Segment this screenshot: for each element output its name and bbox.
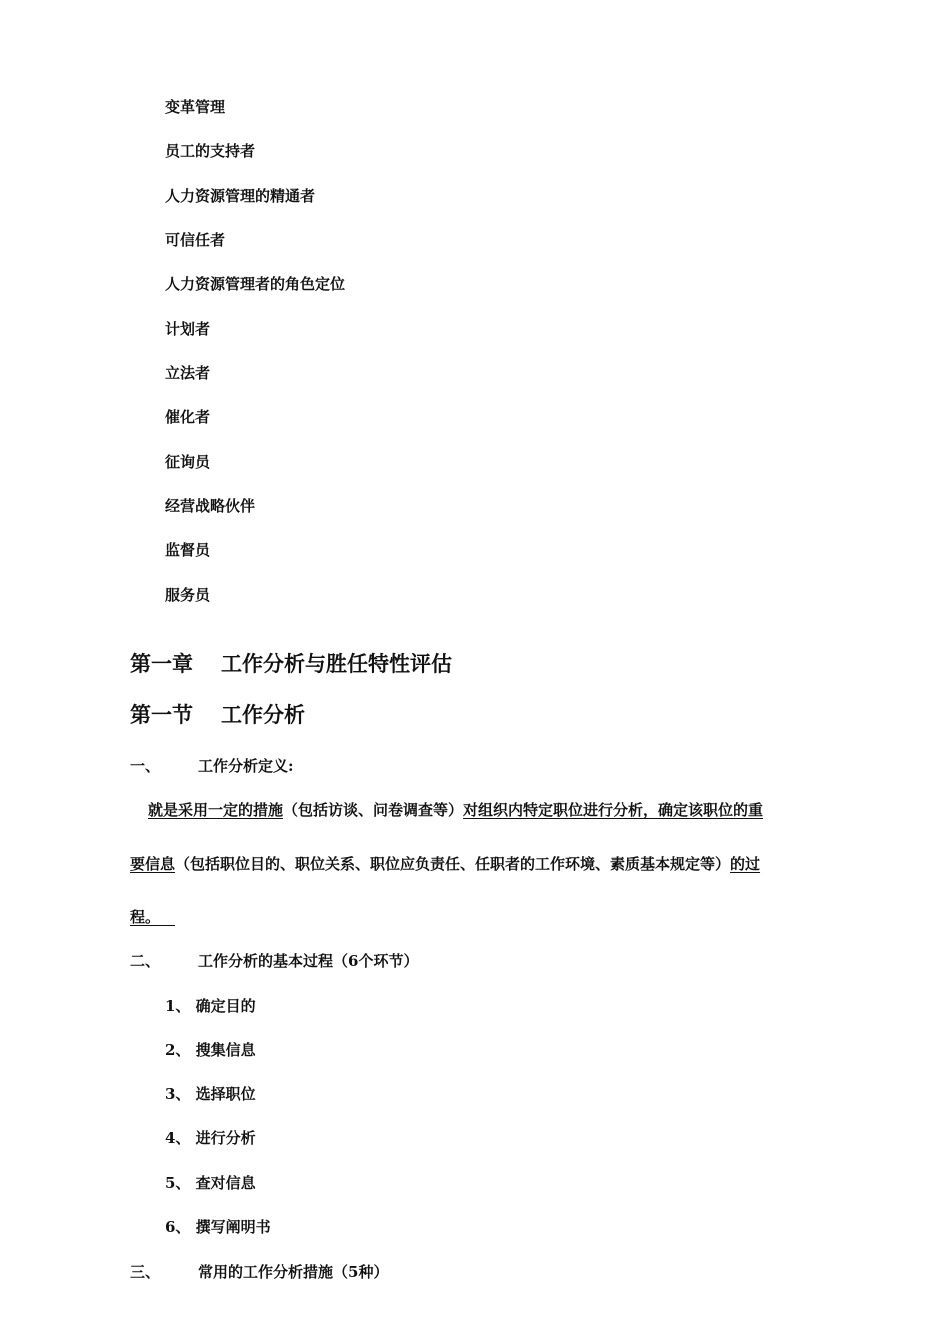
part-number: 三、 — [130, 1263, 161, 1281]
definition-line — [130, 854, 850, 874]
chapter-heading — [130, 650, 452, 678]
role-item: 计划者 — [165, 320, 211, 338]
process-step: 4、 进行分析 — [165, 1129, 256, 1147]
role-item: 人力资源管理的精通者 — [165, 187, 316, 205]
role-item: 征询员 — [165, 453, 211, 471]
definition-underlined: 程。 — [130, 908, 161, 926]
definition-plain: （包括职位目的、职位关系、职位应负责任、任职者的工作环境、素质基本规定等） — [175, 855, 731, 873]
definition-underlined: 要信息 — [130, 855, 176, 873]
role-item: 可信任者 — [165, 231, 226, 249]
part-title: 工作分析定义: — [198, 757, 294, 775]
process-step: 2、 搜集信息 — [165, 1041, 256, 1059]
section-heading — [130, 701, 305, 729]
definition-line — [148, 800, 868, 820]
part-heading — [130, 951, 418, 971]
chapter-number: 第一章 — [130, 651, 193, 676]
chapter-title: 工作分析与胜任特性评估 — [221, 651, 452, 676]
process-step: 3、 选择职位 — [165, 1085, 256, 1103]
process-step: 5、 查对信息 — [165, 1174, 256, 1192]
role-item: 人力资源管理者的角色定位 — [165, 275, 346, 293]
part-heading — [130, 1262, 388, 1282]
role-item: 立法者 — [165, 364, 211, 382]
definition-underlined: 对组织内特定职位进行分析，确定该职位的重 — [463, 801, 764, 819]
process-step: 6、 撰写阐明书 — [165, 1218, 271, 1236]
definition-plain: （包括访谈、问卷调查等） — [283, 801, 464, 819]
section-title: 工作分析 — [221, 702, 305, 727]
section-number: 第一节 — [130, 702, 193, 727]
part-number: 二、 — [130, 952, 161, 970]
role-item: 变革管理 — [165, 98, 226, 116]
part-heading — [130, 756, 294, 776]
role-item: 员工的支持者 — [165, 142, 256, 160]
process-step: 1、 确定目的 — [165, 997, 256, 1015]
part-title: 工作分析的基本过程（6个环节） — [198, 952, 419, 970]
role-item: 服务员 — [165, 586, 211, 604]
role-item: 催化者 — [165, 408, 211, 426]
definition-line — [130, 907, 850, 927]
part-title: 常用的工作分析措施（5种） — [198, 1263, 389, 1281]
definition-underlined: 就是采用一定的措施 — [148, 801, 284, 819]
role-item: 经营战略伙伴 — [165, 497, 256, 515]
part-number: 一、 — [130, 757, 161, 775]
role-item: 监督员 — [165, 541, 211, 559]
definition-underlined: 的过 — [730, 855, 761, 873]
